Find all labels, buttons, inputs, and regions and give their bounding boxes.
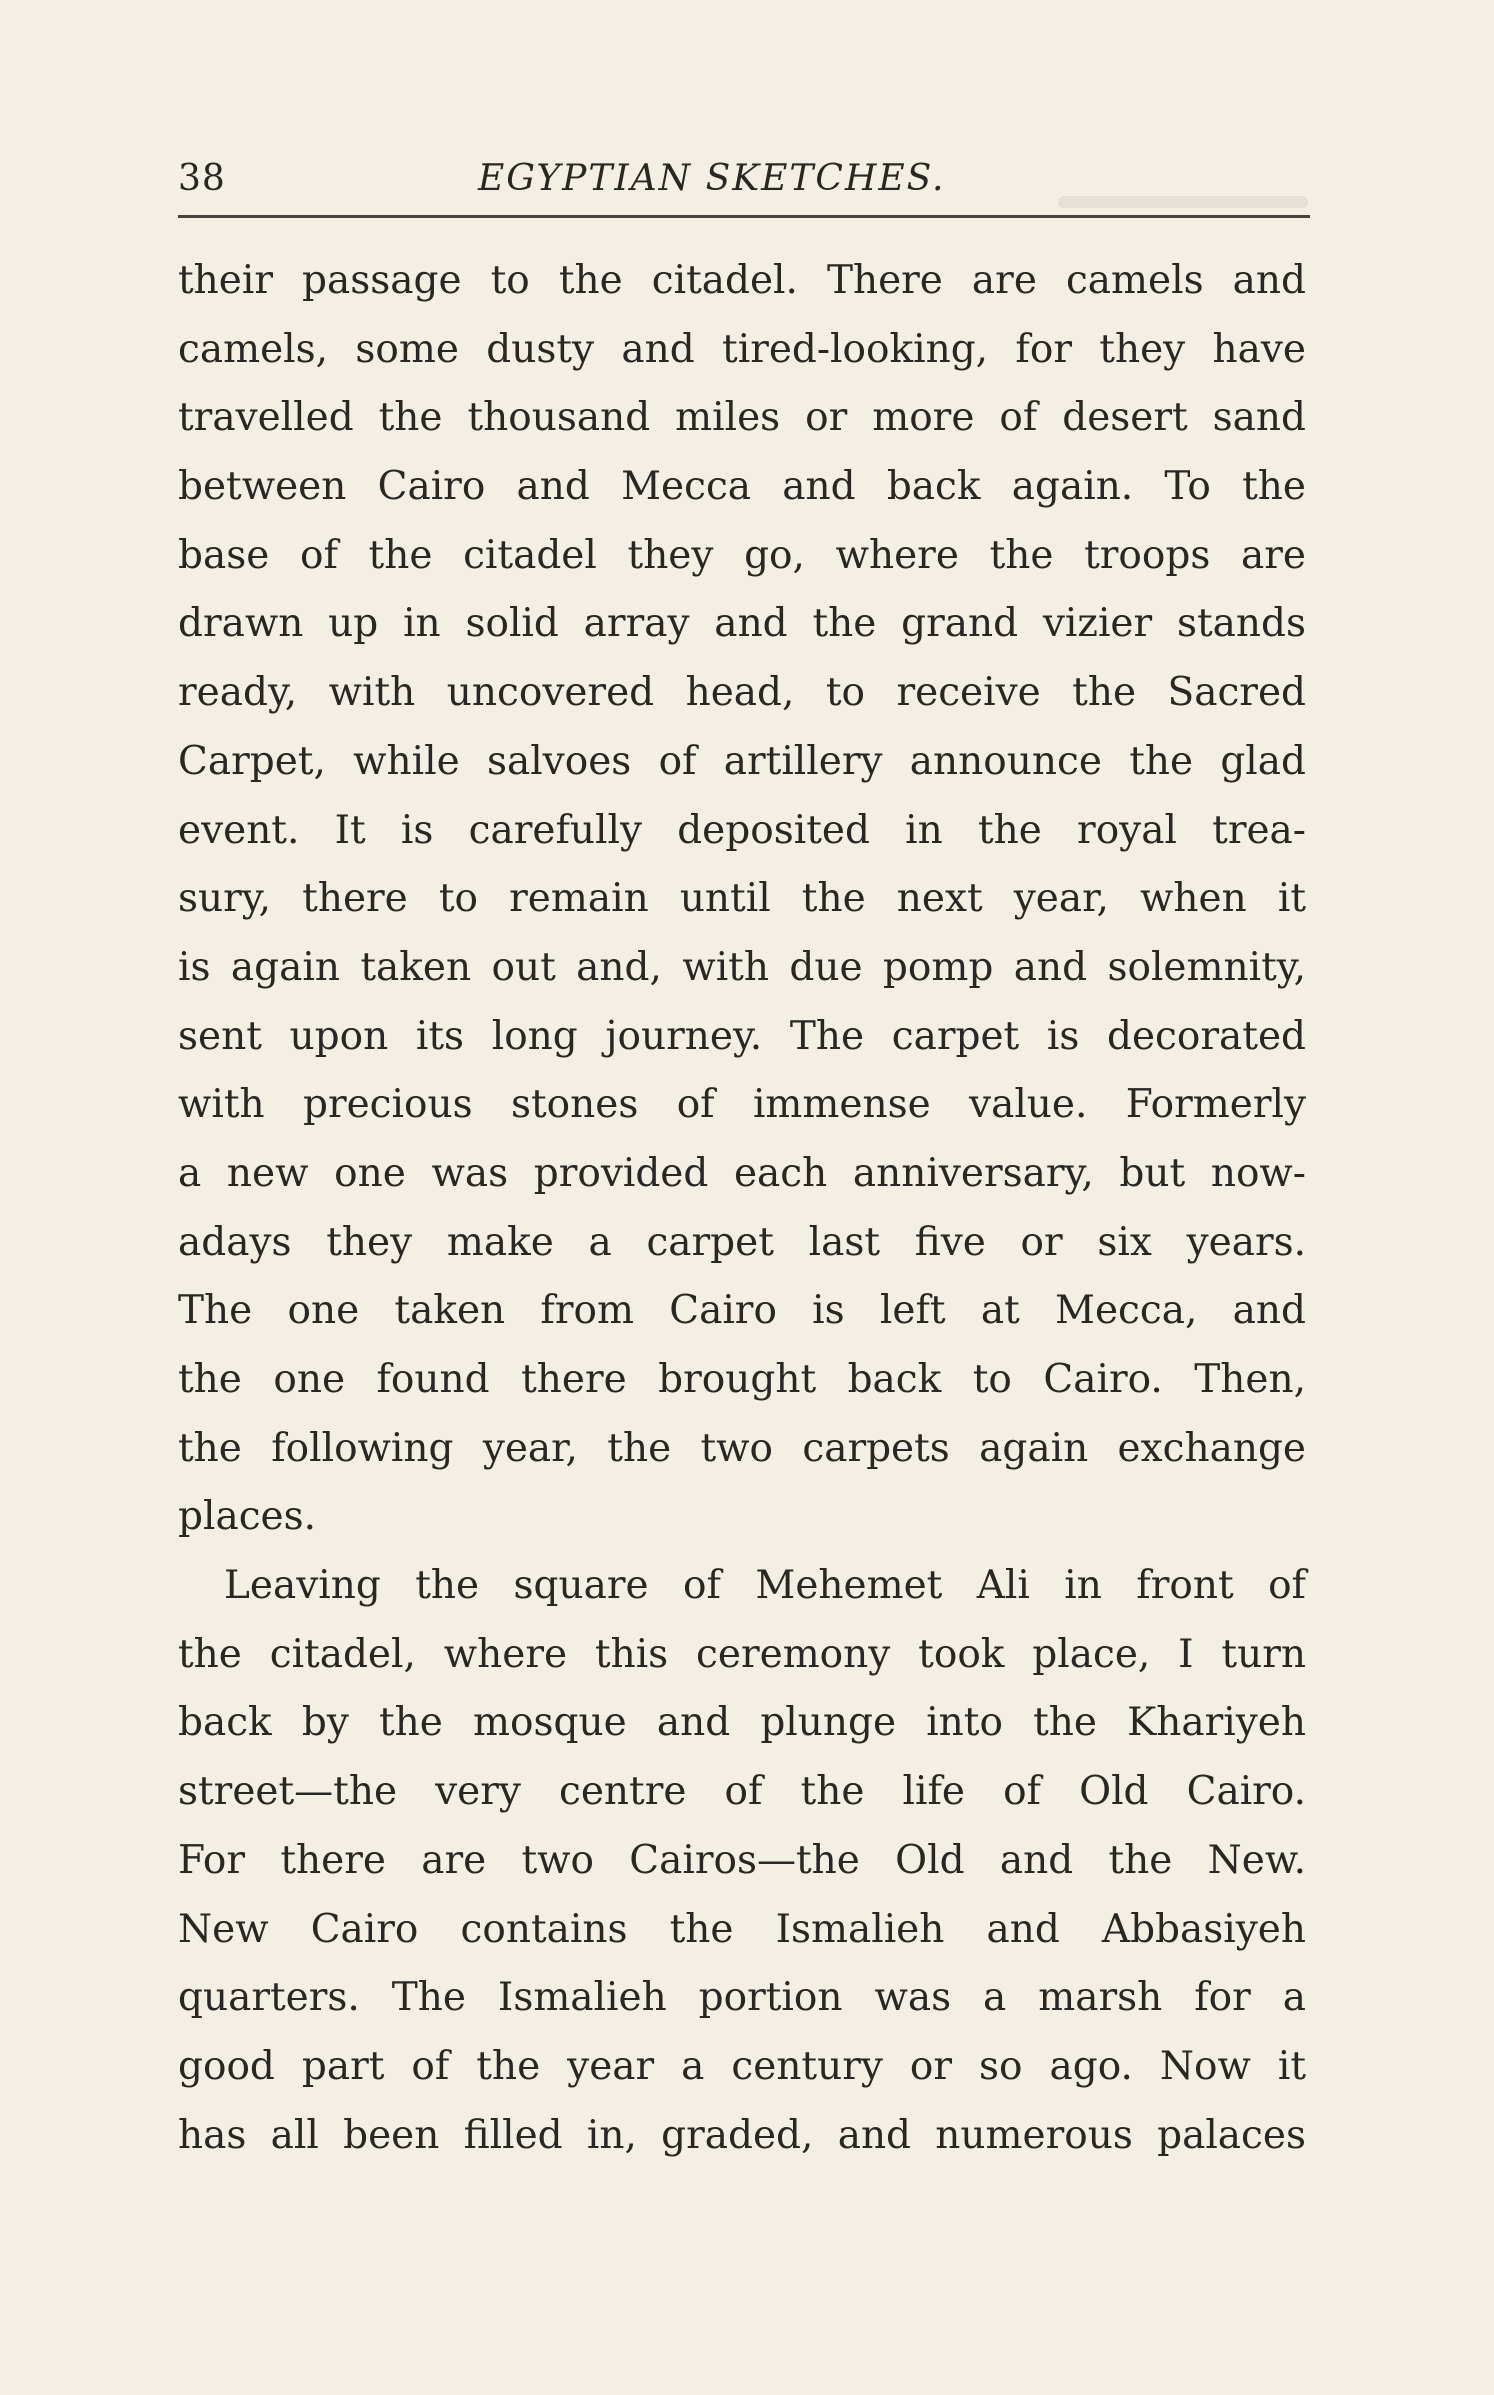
text-line: the citadel, where this ceremony took place, I turn bbox=[178, 1631, 1306, 1677]
text-line: has all been filled in, graded, and numerous palaces bbox=[178, 2112, 1306, 2158]
text-line: places. bbox=[178, 1494, 317, 1540]
text-line: travelled the thousand miles or more of desert sand bbox=[178, 395, 1306, 441]
text-line: with precious stones of immense value. Formerly bbox=[178, 1082, 1306, 1128]
text-line: between Cairo and Mecca and back again. To the bbox=[178, 464, 1306, 510]
text-line: camels, some dusty and tired-looking, for they have bbox=[178, 326, 1306, 372]
text-line: ready, with uncovered head, to receive the Sacred bbox=[178, 670, 1306, 716]
text-line: is again taken out and, with due pomp and solemnity, bbox=[178, 944, 1306, 990]
body-text bbox=[178, 247, 1306, 2170]
text-line: Carpet, while salvoes of artillery announce the glad bbox=[178, 738, 1306, 784]
paragraph-2 bbox=[178, 1552, 1306, 2170]
running-title: EGYPTIAN SKETCHES. bbox=[478, 158, 946, 199]
text-line: adays they make a carpet last five or six years. bbox=[178, 1219, 1306, 1265]
text-line: the following year, the two carpets again exchange bbox=[178, 1425, 1306, 1471]
text-line: the one found there brought back to Cairo. Then, bbox=[178, 1357, 1306, 1402]
header-rule bbox=[178, 215, 1310, 218]
text-line: their passage to the citadel. There are camels and bbox=[178, 258, 1306, 303]
paragraph-1 bbox=[178, 247, 1306, 1552]
text-line: sury, there to remain until the next year, when it bbox=[178, 876, 1306, 922]
text-line: New Cairo contains the Ismalieh and Abbasiyeh bbox=[178, 1906, 1306, 1952]
text-line: The one taken from Cairo is left at Mecca, and bbox=[178, 1288, 1306, 1334]
page-number: 38 bbox=[178, 158, 226, 199]
text-line: quarters. The Ismalieh portion was a marsh for a bbox=[178, 1975, 1306, 2021]
text-line: good part of the year a century or so ago. Now it bbox=[178, 2043, 1306, 2089]
text-line: street—the very centre of the life of Old Cairo. bbox=[178, 1769, 1306, 1815]
text-line: Leaving the square of Mehemet Ali in front of bbox=[224, 1563, 1306, 1609]
text-line: base of the citadel they go, where the troops are bbox=[178, 532, 1306, 578]
text-line: event. It is carefully deposited in the royal trea- bbox=[178, 807, 1306, 853]
ink-smudge bbox=[1058, 196, 1308, 208]
text-line: a new one was provided each anniversary, but now- bbox=[178, 1150, 1306, 1196]
text-line: back by the mosque and plunge into the Khariyeh bbox=[178, 1700, 1306, 1746]
text-line: For there are two Cairos—the Old and the New. bbox=[178, 1837, 1306, 1883]
text-line: drawn up in solid array and the grand vizier stands bbox=[178, 601, 1306, 647]
text-line: sent upon its long journey. The carpet is decorated bbox=[178, 1013, 1306, 1059]
